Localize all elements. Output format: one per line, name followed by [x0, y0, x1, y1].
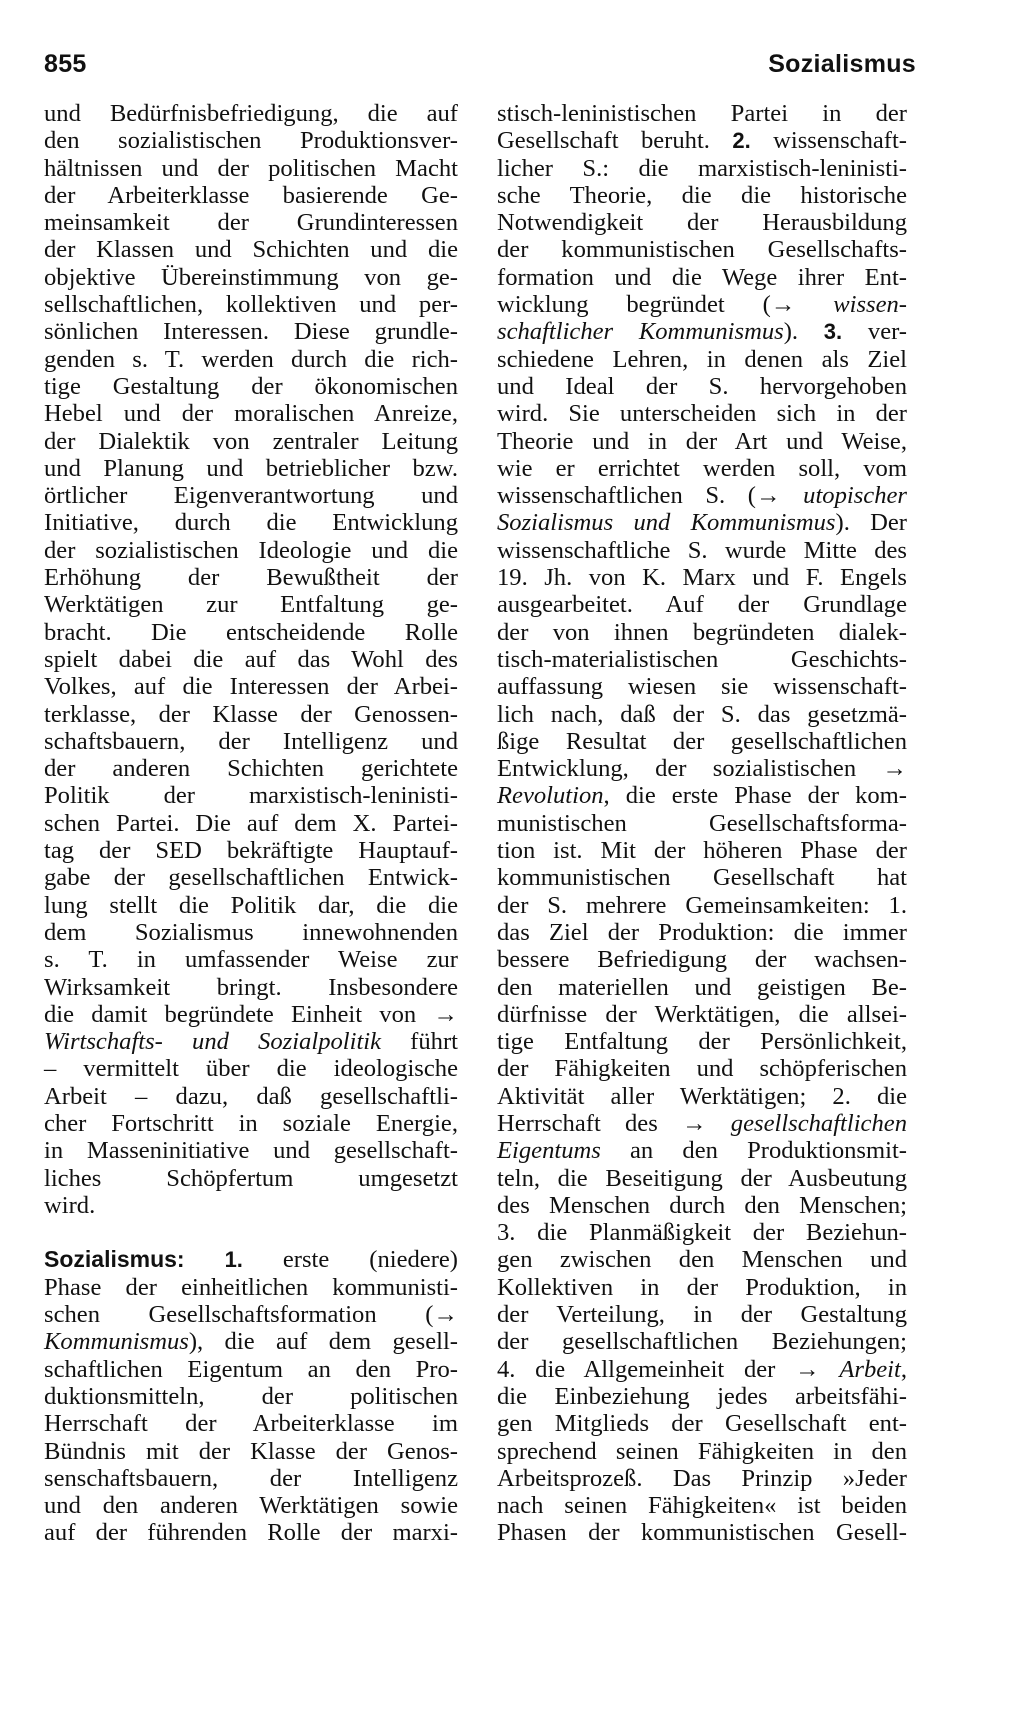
text-line: 19. Jh. von K. Marx und F. Engels: [497, 564, 907, 592]
text-line: duktionsmitteln, der politischen: [44, 1382, 458, 1410]
text-line: der Klassen und Schichten und die: [44, 236, 458, 264]
text-line: wird.: [44, 1191, 96, 1219]
cross-reference[interactable]: Revolution: [497, 782, 604, 810]
text-line: dürfnisse der Werktätigen, die allsei-: [497, 1000, 907, 1028]
text-line: Bündnis mit der Klasse der Genos-: [44, 1437, 458, 1465]
text-line: Wirtschafts- und Sozialpolitik führt: [44, 1028, 458, 1056]
paragraph-gap: [44, 1219, 458, 1246]
text-line: Entwicklung, der sozialistischen →: [497, 755, 907, 783]
text-line: 3. die Planmäßigkeit der Beziehun-: [497, 1219, 907, 1247]
sense-number: 2.: [732, 128, 751, 154]
text-line: Wirksamkeit bringt. Insbesondere: [44, 973, 458, 1001]
text-line: Phase der einheitlichen kommunisti-: [44, 1273, 458, 1301]
running-head: Sozialismus: [768, 50, 916, 78]
text-line: – vermittelt über die ideologische: [44, 1055, 458, 1083]
text-line: sönlichen Interessen. Diese grundle-: [44, 318, 458, 346]
text-line: Erhöhung der Bewußtheit der: [44, 564, 458, 592]
text-line: teln, die Beseitigung der Ausbeutung: [497, 1164, 907, 1192]
text-line: wicklung begründet (→ wissen-: [497, 291, 907, 319]
text-line: schaftlicher Kommunismus). 3. ver-: [497, 318, 907, 346]
text-line: schen Partei. Die auf dem X. Partei-: [44, 809, 458, 837]
text-line: das Ziel der Produktion: die immer: [497, 918, 907, 946]
text-line: Revolution, die erste Phase der kom-: [497, 782, 907, 810]
text-line: ßige Resultat der gesellschaftlichen: [497, 727, 907, 755]
text-line: cher Fortschritt in soziale Energie,: [44, 1109, 458, 1137]
text-line: schen Gesellschaftsformation (→: [44, 1301, 458, 1329]
cross-reference[interactable]: Sozialismus und Kommunismus: [497, 509, 836, 537]
paragraph-continuation: [44, 100, 458, 1028]
text-line: Eigentums an den Produktionsmit-: [497, 1137, 907, 1165]
text-line: lich nach, daß der S. das gesetzmä-: [497, 700, 907, 728]
text-line: tion ist. Mit der höheren Phase der: [497, 837, 907, 865]
text-line: senschaftsbauern, der Intelligenz: [44, 1464, 458, 1492]
text-line: objektive Übereinstimmung von ge-: [44, 263, 458, 291]
text-line: nach seinen Fähigkeiten« ist beiden: [497, 1492, 907, 1520]
text-line: der sozialistischen Ideologie und die: [44, 536, 458, 564]
text-line: schiedene Lehren, in denen als Ziel: [497, 345, 907, 373]
text-line: gen Mitglieds der Gesellschaft ent-: [497, 1410, 907, 1438]
text-line: auf der führenden Rolle der marxi-: [44, 1519, 458, 1547]
dictionary-entry: [44, 1246, 458, 1546]
text-line: wissenschaftliche S. wurde Mitte des: [497, 536, 907, 564]
cross-reference[interactable]: Arbeit: [839, 1355, 901, 1383]
text-line: ausgearbeitet. Auf der Grundlage: [497, 591, 907, 619]
text-line: liches Schöpfertum umgesetzt: [44, 1164, 458, 1192]
text-line: tige Gestaltung der ökonomischen: [44, 372, 458, 400]
text-line: die Einbeziehung jedes arbeitsfähi-: [497, 1382, 907, 1410]
text-line: tisch-materialistischen Geschichts-: [497, 645, 907, 673]
entry-headword: Sozialismus:: [44, 1246, 185, 1273]
text-line: hältnissen und der politischen Macht: [44, 154, 458, 182]
text-line: bessere Befriedigung der wachsen-: [497, 946, 907, 974]
text-line: Sozialismus und Kommunismus). Der: [497, 509, 907, 537]
text-line: Herrschaft der Arbeiterklasse im: [44, 1410, 458, 1438]
text-line: Theorie und in der Art und Weise,: [497, 427, 907, 455]
text-line: der gesellschaftlichen Beziehungen;: [497, 1328, 907, 1356]
text-line: Politik der marxistisch-leninisti-: [44, 782, 458, 810]
text-line: Phasen der kommunistischen Gesell-: [497, 1519, 907, 1547]
text-line: schaftlichen Eigentum an den Pro-: [44, 1355, 458, 1383]
text-line: tag der SED bekräftigte Hauptauf-: [44, 837, 458, 865]
text-line: licher S.: die marxistisch-leninisti-: [497, 154, 907, 182]
text-line: Herrschaft des → gesellschaftlichen: [497, 1109, 907, 1137]
sense-number: 3.: [823, 319, 843, 345]
text-line: lung stellt die Politik dar, die die: [44, 891, 458, 919]
text-line: die damit begründete Einheit von →: [44, 1000, 458, 1028]
text-line: kommunistischen Gesellschaft hat: [497, 864, 907, 892]
text-line: in Masseninitiative und gesellschaft-: [44, 1137, 458, 1165]
text-line: Gesellschaft beruht. 2. wissenschaft-: [497, 127, 907, 155]
text-line: Werktätigen zur Entfaltung ge-: [44, 591, 458, 619]
cross-reference[interactable]: Kommunismus: [44, 1328, 189, 1356]
text-line: der S. mehrere Gemeinsamkeiten: 1.: [497, 891, 907, 919]
text-line: spielt dabei die auf das Wohl des: [44, 645, 458, 673]
text-line: sprechend seinen Fähigkeiten in den: [497, 1437, 907, 1465]
text-line: gen zwischen den Menschen und: [497, 1246, 907, 1274]
text-line: der anderen Schichten gerichtete: [44, 755, 458, 783]
entry-body: [44, 1356, 458, 1547]
text-line: der Dialektik von zentraler Leitung: [44, 427, 458, 455]
cross-reference[interactable]: utopischer: [803, 482, 907, 510]
text-line: schaftsbauern, der Intelligenz und: [44, 727, 458, 755]
cross-reference[interactable]: gesellschaftlichen: [730, 1109, 907, 1137]
text-line: und den anderen Werktätigen sowie: [44, 1492, 458, 1520]
text-line: bracht. Die entscheidende Rolle: [44, 618, 458, 646]
text-line: Arbeitsprozeß. Das Prinzip »Jeder: [497, 1464, 907, 1492]
text-line: der kommunistischen Gesellschafts-: [497, 236, 907, 264]
text-line: und Ideal der S. hervorgehoben: [497, 372, 907, 400]
left-column: [44, 100, 458, 1547]
cross-reference[interactable]: Wirtschafts- und Sozialpolitik: [44, 1028, 382, 1056]
text-line: munistischen Gesellschaftsforma-: [497, 809, 907, 837]
text-line: sche Theorie, die die historische: [497, 181, 907, 209]
text-line: Initiative, durch die Entwicklung: [44, 509, 458, 537]
text-line: den materiellen und geistigen Be-: [497, 973, 907, 1001]
text-line: und Planung und betrieblicher bzw.: [44, 454, 458, 482]
cross-reference[interactable]: wissen-: [833, 291, 907, 319]
text-line: gabe der gesellschaftlichen Entwick-: [44, 864, 458, 892]
text-line: wird. Sie unterscheiden sich in der: [497, 400, 907, 428]
text-line: 4. die Allgemeinheit der → Arbeit,: [497, 1355, 907, 1383]
text-line: und Bedürfnisbefriedigung, die auf: [44, 100, 458, 127]
text-line: der Arbeiterklasse basierende Ge-: [44, 181, 458, 209]
paragraph-continuation-end: [44, 1055, 458, 1219]
text-line: des Menschen durch den Menschen;: [497, 1191, 907, 1219]
text-line: sellschaftlichen, kollektiven und per-: [44, 291, 458, 319]
page-number: 855: [44, 50, 87, 78]
text-line: tige Entfaltung der Persönlichkeit,: [497, 1028, 907, 1056]
text-line: meinsamkeit der Grundinteressen: [44, 209, 458, 237]
text-line: Kommunismus), die auf dem gesell-: [44, 1328, 458, 1356]
text-line: Aktivität aller Werktätigen; 2. die: [497, 1082, 907, 1110]
entry-first-line: Sozialismus: 1. erste (niedere): [44, 1246, 458, 1274]
text-line: s. T. in umfassender Weise zur: [44, 946, 458, 974]
text-line: den sozialistischen Produktionsver-: [44, 127, 458, 155]
text-line: wissenschaftlichen S. (→ utopischer: [497, 482, 907, 510]
text-line: dem Sozialismus innewohnenden: [44, 918, 458, 946]
text-line: stisch-leninistischen Partei in der: [497, 100, 907, 127]
right-column: [497, 100, 907, 1547]
text-line: der Fähigkeiten und schöpferischen: [497, 1055, 907, 1083]
text-line: Hebel und der moralischen Anreize,: [44, 400, 458, 428]
text-line: Volkes, auf die Interessen der Arbei-: [44, 673, 458, 701]
text-line: genden s. T. werden durch die rich-: [44, 345, 458, 373]
text-line: der von ihnen begründeten dialek-: [497, 618, 907, 646]
text-line: Arbeit – dazu, daß gesellschaftli-: [44, 1082, 458, 1110]
cross-reference[interactable]: Eigentums: [497, 1137, 601, 1165]
text-line: terklasse, der Klasse der Genossen-: [44, 700, 458, 728]
text-line: auffassung wiesen sie wissenschaft-: [497, 673, 907, 701]
text-line: Notwendigkeit der Herausbildung: [497, 209, 907, 237]
sense-number: 1.: [224, 1247, 243, 1273]
text-line: der Verteilung, in der Gestaltung: [497, 1301, 907, 1329]
text-line: Kollektiven in der Produktion, in: [497, 1273, 907, 1301]
text-line: örtlicher Eigenverantwortung und: [44, 482, 458, 510]
text-line: wie er errichtet werden soll, vom: [497, 454, 907, 482]
page-header: [44, 50, 916, 84]
cross-reference[interactable]: schaftlicher Kommunismus: [497, 318, 784, 346]
text-line: formation und die Wege ihrer Ent-: [497, 263, 907, 291]
